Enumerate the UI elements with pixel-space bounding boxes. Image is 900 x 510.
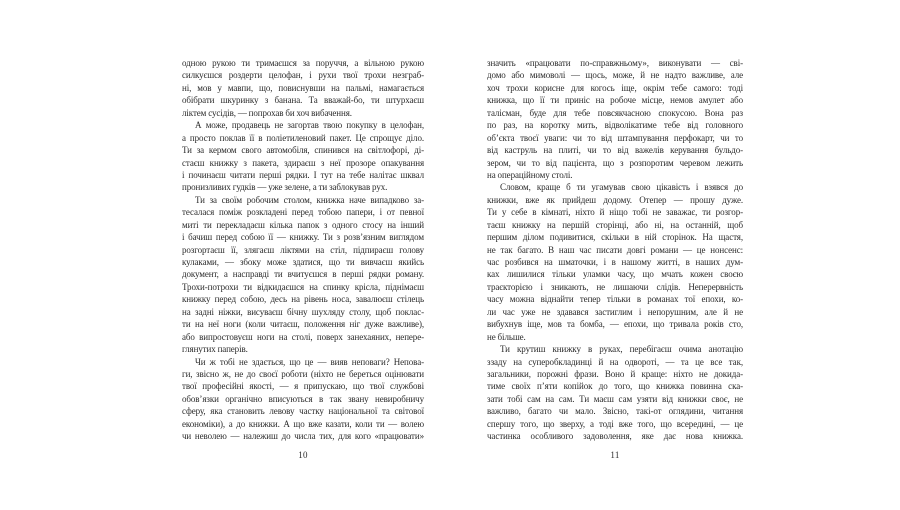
text-line: силкуєшся роздерти целофан, і рухи твої трохи незграб- bbox=[182, 70, 424, 81]
right-page-text bbox=[487, 57, 743, 443]
text-line: книжка, що її ти приніс на робоче місце, немов амулет або bbox=[487, 95, 743, 106]
text-line: на операційному столі. bbox=[487, 169, 573, 180]
text-line: або випростовуєш ноги на столі, поверх занехаяних, непере- bbox=[182, 331, 424, 342]
right-page bbox=[487, 57, 743, 460]
text-line: ках лишилися тільки уламки часу, що мчать кожен своєю bbox=[487, 269, 743, 280]
text-line: документ, а насправді ти вчитуєшся в перші рядки роману. bbox=[182, 269, 424, 280]
left-page-number: 10 bbox=[298, 450, 308, 460]
text-line: і починаєш читати перші рядки. І тут на тебе налітає шквал bbox=[182, 169, 424, 180]
text-line: Словом, краще б ти угамував свою цікавість і взявся до bbox=[500, 182, 743, 193]
text-line: зати тобі сам на сам. Ти маєш сам узяти від книжки своє, не bbox=[487, 393, 743, 404]
text-line: ли час уже не здавався застиглим і непорушним, але й не bbox=[487, 306, 743, 317]
text-line: по раз, на коротку мить, відволікатиме тебе від головного bbox=[487, 120, 743, 131]
text-line: одною рукою ти тримаєшся за поруччя, а вільною рукою bbox=[182, 58, 424, 68]
text-line: Ти за кермом свого автомобіля, спинився на світлофорі, ді- bbox=[182, 145, 424, 156]
text-line: книжку перед собою, десь на рівень носа, завалюєш стілець bbox=[182, 294, 424, 305]
text-line: важливо, багато чи мало. Звісно, такі-от оглядини, читання bbox=[487, 406, 743, 417]
text-line: кулаками, — збоку може здатися, що ти вивчаєш якийсь bbox=[182, 257, 424, 267]
text-line: талісман, буде для тебе повсякчасною спокусою. Вона раз bbox=[487, 107, 743, 118]
text-line: твої професійні якості, — я припускаю, що твої службові bbox=[182, 381, 424, 392]
text-line: Ти крутиш книжку в руках, перебігаєш очима анотацію bbox=[500, 344, 743, 355]
text-line: книжки, вже як прийдеш додому. Отепер — прошу дуже. bbox=[487, 194, 743, 205]
text-line: миті ти перекладаєш кілька папок з одного стосу на інший bbox=[182, 219, 424, 230]
text-line: частинка особливого задоволення, яке дає нова книжка. bbox=[487, 431, 743, 442]
text-line: А може, продавець не загортав твою покупку в целофан, bbox=[195, 120, 424, 131]
text-line: зером, чи то від пацієнта, що з розпоротим черевом лежить bbox=[487, 157, 743, 168]
text-line: обібрати шкуринку з банана. Та вважай-бо, ти штурхаєш bbox=[182, 95, 424, 106]
text-line: розгортаєш її, злягаєш ліктями на стіл, підпираєш голову bbox=[182, 244, 424, 255]
right-page-number: 11 bbox=[610, 450, 620, 460]
text-line: домо або мимоволі — щось, може, й не надто важливе, але bbox=[487, 70, 743, 81]
text-line: ззаду на суперобкладинці й на одвороті, — та це все так, bbox=[487, 356, 743, 367]
text-line: ти на неї ноги (коли читаєш, положення ніг дуже важливе), bbox=[182, 319, 424, 330]
text-line: Ти за своїм робочим столом, книжка наче випадково за- bbox=[195, 194, 424, 205]
text-line: хоч трохи корисне для когось іще, окрім тебе самого: тоді bbox=[487, 82, 743, 93]
text-line: таєш книжку на першій сторінці, або ні, на останній, щоб bbox=[487, 219, 743, 230]
text-line: стаєш книжку з пакета, здираєш з неї прозоре опакування bbox=[182, 157, 424, 168]
text-line: і бачиш перед собою її — книжку. Ти з розв’язним виглядом bbox=[182, 232, 424, 243]
text-line: Ти у себе в кімнаті, ніхто й ніщо тобі не заважає, ти розгор- bbox=[487, 207, 743, 218]
text-line: ги, звісно ж, не до своєї роботи (ніхто не береться оцінювати bbox=[182, 368, 424, 379]
text-line: обов’язки органічно вписуються в так звану невиробничу bbox=[182, 393, 424, 404]
text-line: пронизливих гудків — уже зелене, а ти заблокував рух. bbox=[182, 182, 388, 193]
text-line: значить «працювати по-справжньому», виконувати — сві- bbox=[487, 58, 743, 68]
text-line: часу можна віднайти тепер тільки в романах тої епохи, ко- bbox=[487, 294, 743, 305]
text-line: об’єкта твоєї уваги: чи то від штампування перфокарт, чи то bbox=[487, 132, 743, 143]
text-line: Трохи-потрохи ти відкидаєшся на спинку крісла, піднімаєш bbox=[182, 281, 424, 292]
text-line: глянутих паперів. bbox=[182, 344, 248, 355]
text-line: ліктем сусідів, — попрохав би хоч вибачення. bbox=[182, 107, 352, 118]
text-line: чи неволею — належиш до числа тих, для кого «працювати» bbox=[182, 431, 424, 442]
text-line: не більше. bbox=[487, 331, 526, 342]
text-line: не так багато. В наш час писати довгі романи — це нонсенс: bbox=[487, 244, 743, 255]
text-line: від каструль на плиті, чи то від важелів керування бульдо- bbox=[487, 145, 743, 156]
text-line: а просто поклав її в поліетиленовий пакет. Це спрощує діло. bbox=[182, 132, 424, 143]
text-line: Чи ж тобі не здається, що це — вияв неповаги? Непова- bbox=[195, 356, 424, 367]
text-line: спершу того, що зверху, а тоді вже того, що всередині, — це bbox=[487, 418, 743, 429]
left-page bbox=[182, 57, 424, 460]
text-line: сферу, яка становить левову частку національної та світової bbox=[182, 406, 424, 417]
text-line: час розбився на шматочки, і в нашому житті, в наших дум- bbox=[487, 257, 743, 267]
text-line: загальники, порожні фрази. Воно й краще: ніхто не докида- bbox=[487, 368, 743, 379]
left-page-text bbox=[182, 57, 424, 443]
text-line: економіки), а до книжки. А що вже казати, коли ти — волею bbox=[182, 418, 424, 429]
text-line: вибухнув іще, мов та бомба, — епохи, що тривала років сто, bbox=[487, 319, 743, 330]
text-line: ні, мов у мавпи, що, повиснувши на пальмі, намагається bbox=[182, 82, 424, 93]
text-line: траєкторією і зникають, не лишаючи слідів. Неперервність bbox=[487, 281, 743, 292]
text-line: тиме своїх п’яти копійок до того, що книжка повинна ска- bbox=[487, 381, 743, 392]
text-line: тесалася поміж розкладені перед тобою папери, і от певної bbox=[182, 207, 424, 218]
text-line: першим ділом подивитися, скільки в ній сторінок. На щастя, bbox=[487, 232, 743, 243]
text-line: на задні ніжки, висуваєш бічну шухляду столу, щоб поклас- bbox=[182, 306, 424, 317]
